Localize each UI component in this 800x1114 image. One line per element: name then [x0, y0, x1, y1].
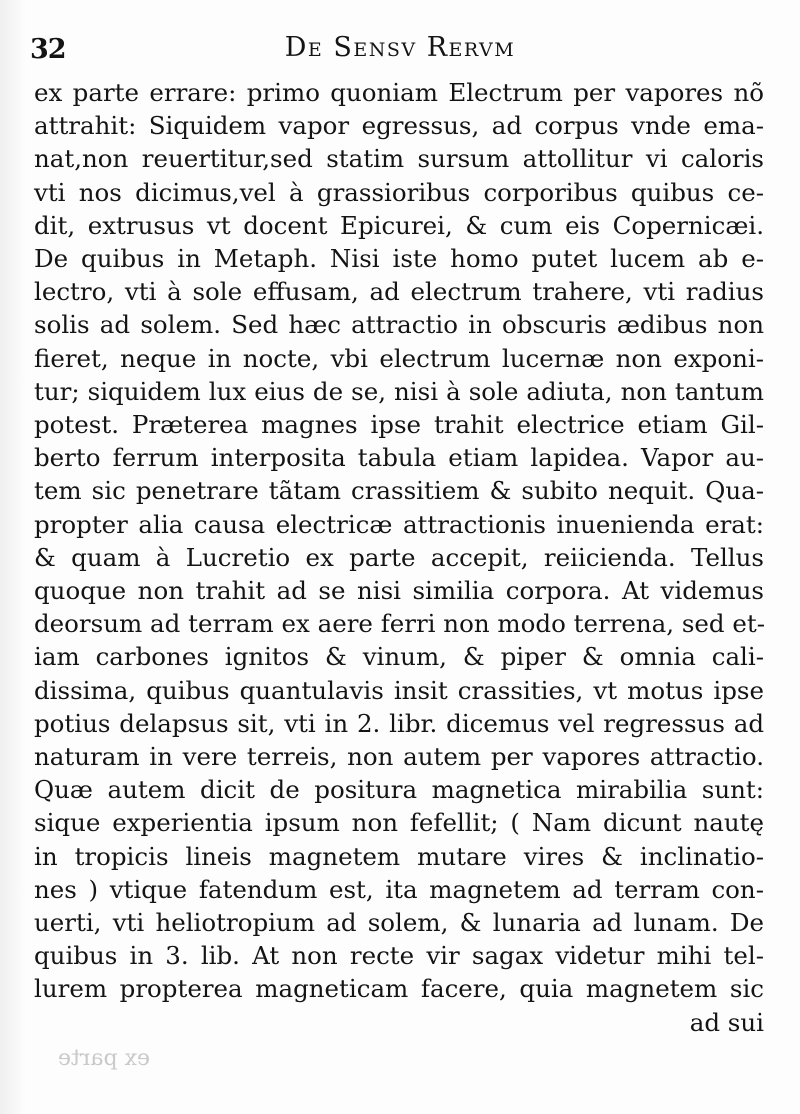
bleed-through-text: ex parte [58, 1046, 150, 1071]
text-line: tur; siquidem lux eius de se, nisi à sole adiuta, non tantum [34, 376, 764, 406]
text-line: lectro, vti à sole effusam, ad electrum trahere, vti radius [34, 277, 764, 307]
text-line: naturam in vere terreis, non autem per vapores attractio. [34, 742, 764, 772]
text-line: dit, extrusus vt docent Epicurei, & cum eis Copernicæi. [34, 210, 764, 240]
text-line: potest. Præterea magnes ipse trahit electrice etiam Gil- [34, 410, 764, 440]
text-line: fieret, neque in nocte, vbi electrum lucernæ non exponi- [34, 343, 764, 373]
text-line: tem sic penetrare tãtam crassitiem & subito nequit. Qua- [34, 476, 764, 506]
text-line: De quibus in Metaph. Nisi iste homo putet lucem ab e- [34, 244, 764, 274]
text-line: solis ad solem. Sed hæc attractio in obscuris ædibus non [34, 310, 764, 340]
running-head: De Sensv Rervm [284, 32, 516, 63]
text-line: uerti, vti heliotropium ad solem, & lunaria ad lunam. De [34, 908, 764, 938]
text-line: propter alia causa electricæ attractionis inuenienda erat: [34, 509, 764, 539]
text-line: nes ) vtique fatendum est, ita magnetem ad terram con- [34, 874, 764, 904]
catchword: ad sui [689, 1007, 764, 1037]
text-line: iam carbones ignitos & vinum, & piper & omnia cali- [34, 642, 764, 672]
text-line: berto ferrum interposita tabula etiam lapidea. Vapor au- [34, 443, 764, 473]
text-line: potius delapsus sit, vti in 2. libr. dicemus vel regressus ad [34, 708, 764, 738]
page-header [30, 28, 770, 68]
page-number: 32 [30, 34, 66, 65]
page-gutter-shadow [0, 0, 26, 1114]
text-line: nat,non reuertitur,sed statim sursum attollitur vi caloris [34, 144, 764, 174]
text-line: & quam à Lucretio ex parte accepit, reiicienda. Tellus [34, 542, 764, 572]
text-line: sique experientia ipsum non fefellit; ( Nam dicunt nautę [34, 808, 764, 838]
text-line: ex parte errare: primo quoniam Electrum per vapores nõ [34, 78, 764, 107]
text-line: attrahit: Siquidem vapor egressus, ad corpus vnde ema- [34, 111, 764, 141]
text-line: dissima, quibus quantulavis insit crassities, vt motus ipse [34, 675, 764, 705]
text-line: deorsum ad terram ex aere ferri non modo terrena, sed et- [34, 609, 766, 639]
text-line: Quæ autem dicit de positura magnetica mirabilia sunt: [34, 775, 764, 805]
text-line: in tropicis lineis magnetem mutare vires & inclinatio- [34, 841, 764, 871]
text-line: vti nos dicimus,vel à grassioribus corporibus quibus ce- [34, 177, 764, 207]
body-text [34, 76, 764, 1039]
text-line: quibus in 3. lib. At non recte vir sagax videtur mihi tel- [34, 941, 764, 971]
text-line: lurem propterea magneticam facere, quia magnetem sic [34, 974, 764, 1004]
text-line: quoque non trahit ad se nisi similia corpora. At videmus [34, 576, 764, 606]
